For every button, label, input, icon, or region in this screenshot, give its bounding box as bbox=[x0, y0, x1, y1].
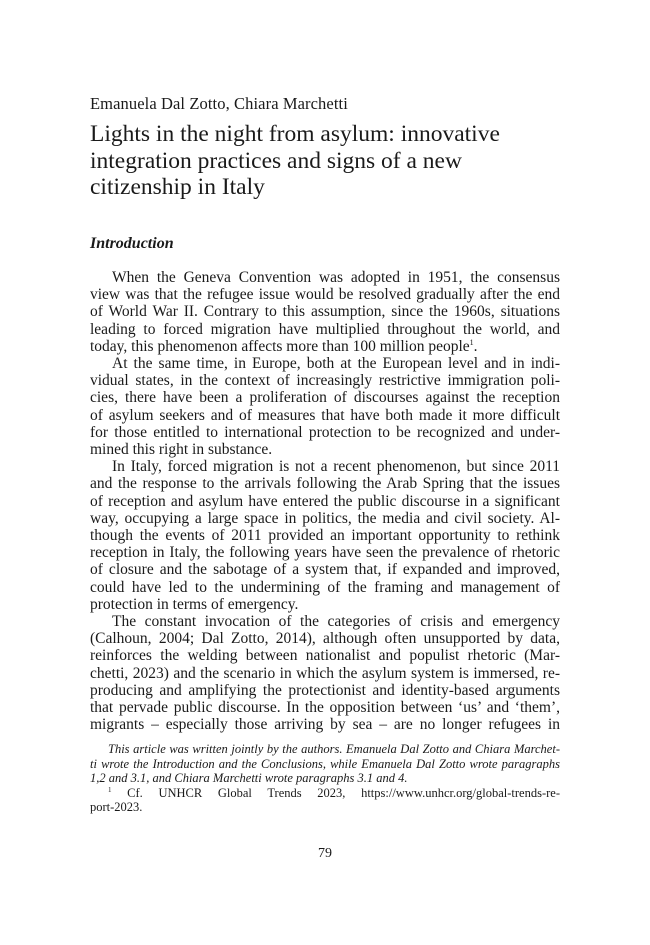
text-line: of reception and asylum have entered the public discourse in a significant bbox=[90, 492, 560, 510]
authorship-note bbox=[90, 742, 560, 786]
text-line: In Italy, forced migration is not a recent phenomenon, but since 2011 bbox=[112, 458, 560, 476]
footnote-line: ti wrote the Introduction and the Conclusions, while Emanuela Dal Zotto wrote paragraphs bbox=[90, 756, 560, 771]
text-line: though the events of 2011 provided an important opportunity to rethink bbox=[90, 527, 560, 545]
footnote-line: This article was written jointly by the authors. Emanuela Dal Zotto and Chiara Marchet- bbox=[108, 742, 560, 756]
text-line: (Calhoun, 2004; Dal Zotto, 2014), although often unsupported by data, bbox=[90, 630, 560, 648]
footnote-line: 1,2 and 3.1, and Chiara Marchetti wrote paragraphs 3.1 and 4. bbox=[90, 771, 408, 786]
text-line: way, occupying a large space in politics, the media and civil society. Al- bbox=[90, 509, 560, 527]
text-line: for those entitled to international protection to be recognized and under- bbox=[90, 423, 560, 441]
text-line: view was that the refugee issue would be resolved gradually after the end bbox=[90, 286, 560, 304]
footnote-reference[interactable]: 1 bbox=[469, 337, 474, 347]
text-line: At the same time, in Europe, both at the European level and in indi- bbox=[112, 355, 560, 373]
text-line: and the response to the arrivals following the Arab Spring that the issues bbox=[90, 475, 560, 493]
text-line-content: today, this phenomenon affects more than 100 million people bbox=[90, 337, 470, 355]
title-line: citizenship in Italy bbox=[90, 174, 265, 200]
text-line: reinforces the welding between nationalist and populist rhetoric (Mar- bbox=[90, 647, 560, 665]
text-line-tail: . bbox=[473, 337, 478, 355]
paragraph bbox=[90, 355, 560, 458]
article-authors: Emanuela Dal Zotto, Chiara Marchetti bbox=[90, 94, 348, 113]
page-number: 79 bbox=[318, 846, 332, 861]
title-line: Lights in the night from asylum: innovative bbox=[90, 121, 500, 147]
paragraph bbox=[90, 613, 560, 733]
article-title bbox=[90, 121, 560, 201]
text-line: of asylum seekers and of measures that have both made it more difficult bbox=[90, 406, 560, 424]
text-line: could have led to the undermining of the framing and management of bbox=[90, 578, 560, 596]
text-line: reception in Italy, the following years have seen the prevalence of rhetoric bbox=[90, 544, 560, 562]
text-line: migrants – especially those arriving by sea – are no longer refugees in bbox=[90, 716, 560, 734]
paragraph bbox=[90, 458, 560, 613]
paragraph bbox=[90, 269, 560, 355]
text-line: protection in terms of emergency. bbox=[90, 595, 299, 613]
text-line: The constant invocation of the categories of crisis and emergency bbox=[112, 613, 560, 631]
text-line: of closure and the sabotage of a system that, if expanded and improved, bbox=[90, 561, 560, 579]
text-line bbox=[90, 338, 560, 355]
body-text bbox=[90, 269, 560, 733]
text-line: mined this right in substance. bbox=[90, 441, 273, 459]
text-line: leading to forced migration have multiplied throughout the world, and bbox=[90, 320, 560, 338]
text-line: When the Geneva Convention was adopted in 1951, the consensus bbox=[112, 269, 560, 286]
title-line: integration practices and signs of a new bbox=[90, 147, 462, 174]
text-line: of World War II. Contrary to this assumption, since the 1960s, situations bbox=[90, 303, 560, 321]
footnote-number: 1 bbox=[108, 785, 112, 794]
text-line: cies, there have been a proliferation of discourses against the reception bbox=[90, 389, 560, 407]
footnote-1 bbox=[90, 786, 560, 815]
footnote-line bbox=[90, 786, 560, 801]
footnotes bbox=[90, 742, 560, 815]
text-line: that pervade public discourse. In the opposition between ‘us’ and ‘them’, bbox=[90, 699, 560, 717]
text-line: chetti, 2023) and the scenario in which the asylum system is immersed, re- bbox=[90, 664, 560, 682]
footnote-text: Cf. UNHCR Global Trends 2023, https://www.unhcr.org/global-trends-re- bbox=[127, 785, 560, 800]
footnote-line: port-2023. bbox=[90, 800, 143, 815]
text-line: vidual states, in the context of increasingly restrictive immigration poli- bbox=[90, 372, 560, 390]
section-heading: Introduction bbox=[90, 235, 174, 252]
text-line: producing and amplifying the protectionist and identity-based arguments bbox=[90, 681, 560, 699]
